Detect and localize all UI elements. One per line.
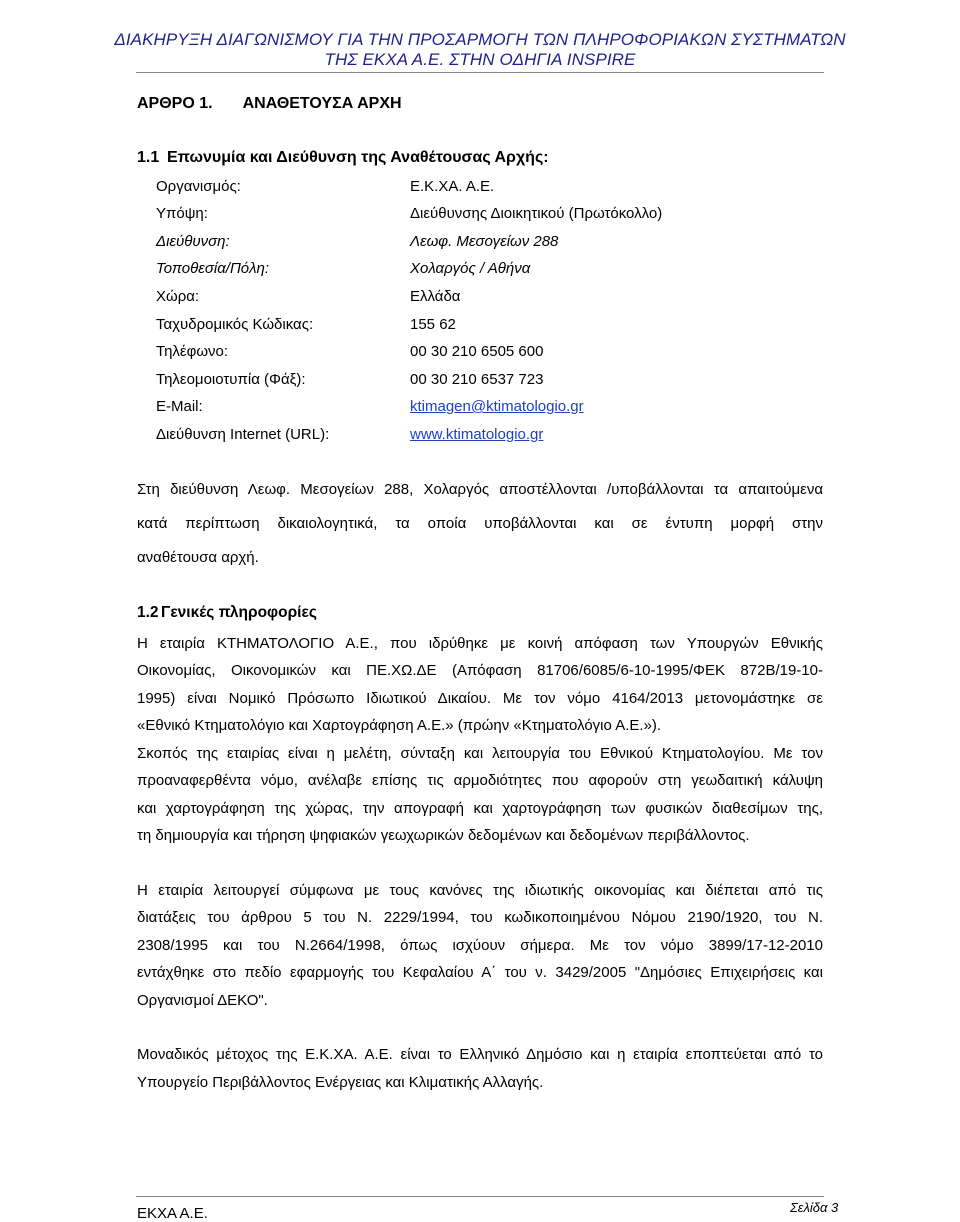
section-number: 1.1 — [137, 149, 160, 166]
info-label: Χώρα: — [156, 288, 200, 305]
paragraph-line: Οργανισμοί ΔΕΚΟ". — [137, 991, 268, 1009]
header-divider — [136, 72, 824, 73]
paragraph-sole-shareholder — [137, 1041, 823, 1096]
paragraph-company-founding — [137, 630, 823, 739]
paragraph-line: 1995) είναι Νομικό Πρόσωπο Ιδιωτικού Δικαίου. Με τον νόμο 4164/2013 μετονομάστηκε σε — [137, 689, 823, 707]
paragraph-line: Υπουργείο Περιβάλλοντος Ενέργειας και Κλιματικής Αλλαγής. — [137, 1073, 544, 1091]
footer-divider — [136, 1196, 824, 1197]
section-title: Γενικές πληροφορίες — [161, 604, 317, 621]
page-header — [0, 30, 960, 70]
info-label: Τηλεομοιοτυπία (Φάξ): — [156, 371, 306, 388]
info-label: Οργανισμός: — [156, 178, 241, 195]
footer-organization: ΕΚΧΑ Α.Ε. — [137, 1205, 208, 1222]
section-title: Επωνυμία και Διεύθυνση της Αναθέτουσας Αρχής: — [167, 149, 549, 166]
footer-page-number: Σελίδα 3 — [790, 1200, 839, 1215]
paragraph-line: Η εταιρία λειτουργεί σύμφωνα με τους κανόνες της ιδιωτικής οικονομίας και διέπεται από τις — [137, 882, 823, 899]
paragraph-line: διατάξεις του άρθρου 5 του Ν. 2229/1994, του κωδικοποιημένου Νόμου 2190/1920, του Ν. — [137, 909, 823, 927]
info-value: 00 30 210 6505 600 — [410, 343, 544, 360]
paragraph-line: κατά περίπτωση δικαιολογητικά, τα οποία υποβάλλονται και σε έντυπη μορφή στην — [137, 515, 823, 532]
info-label: Τοποθεσία/Πόλη: — [156, 260, 270, 277]
paragraph-line: Οικονομίας, Οικονομικών και ΠΕ.ΧΩ.ΔΕ (Απόφαση 81706/6085/6-10-1995/ΦΕΚ 872Β/19-10- — [137, 662, 823, 680]
paragraph-line: 2308/1995 και του Ν.2664/1998, όπως ισχύουν σήμερα. Με τον νόμο 3899/17-12-2010 — [137, 936, 823, 954]
email-link[interactable]: ktimagen@ktimatologio.gr — [410, 398, 584, 415]
info-value: Χολαργός / Αθήνα — [410, 260, 531, 277]
info-value: 00 30 210 6537 723 — [410, 371, 544, 388]
article-label: ΑΡΘΡΟ 1. — [137, 95, 213, 112]
paragraph-line: Η εταιρία ΚΤΗΜΑΤΟΛΟΓΙΟ Α.Ε., που ιδρύθηκε με κοινή απόφαση των Υπουργών Εθνικής — [137, 635, 823, 652]
header-title-line-1: ΔΙΑΚΗΡΥΞΗ ΔΙΑΓΩΝΙΣΜΟΥ ΓΙΑ ΤΗΝ ΠΡΟΣΑΡΜΟΓΗ ΤΩΝ ΠΛΗΡΟΦΟΡΙΑΚΩΝ ΣΥΣΤΗΜΑΤΩΝ — [114, 30, 846, 49]
info-label: Τηλέφωνο: — [156, 343, 229, 360]
paragraph-line: εντάχθηκε στο πεδίο εφαρμογής του Κεφαλαίου Α΄ του ν. 3429/2005 "Δημόσιες Επιχειρήσεις και — [137, 964, 823, 982]
article-title: ΑΝΑΘΕΤΟΥΣΑ ΑΡΧΗ — [242, 95, 402, 112]
info-value: Ε.Κ.ΧΑ. Α.Ε. — [410, 178, 495, 195]
paragraph-line: Σκοπός της εταιρίας είναι η μελέτη, σύνταξη και λειτουργία του Εθνικού Κτηματολογίου. Με τον — [137, 745, 823, 762]
paragraph-legal-framework — [137, 877, 823, 1014]
header-title-line-2: ΤΗΣ ΕΚΧΑ Α.Ε. ΣΤΗΝ ΟΔΗΓΙΑ INSPIRE — [324, 50, 636, 69]
paragraph-line: προαναφερθέντα νόμο, ανέλαβε επίσης τις αρμοδιότητες που αφορούν στη γεωδαιτική κάλυψη — [137, 772, 823, 790]
section-1-1-heading — [137, 149, 549, 167]
info-value: 155 62 — [410, 316, 456, 333]
website-link[interactable]: www.ktimatologio.gr — [410, 426, 544, 443]
info-label: Διεύθυνση Internet (URL): — [156, 426, 330, 443]
info-value: Διεύθυνσης Διοικητικού (Πρωτόκολλο) — [410, 205, 663, 222]
paragraph-company-purpose — [137, 740, 823, 849]
paragraph-line: Μοναδικός μέτοχος της Ε.Κ.ΧΑ. Α.Ε. είναι το Ελληνικό Δημόσιο και η εταιρία εποπτεύεται από το — [137, 1046, 823, 1063]
paragraph-line: Στη διεύθυνση Λεωφ. Μεσογείων 288, Χολαργός αποστέλλονται /υποβάλλονται τα απαιτούμενα — [137, 481, 823, 498]
info-label: Ταχυδρομικός Κώδικας: — [156, 316, 314, 333]
info-label: Διεύθυνση: — [156, 233, 230, 250]
section-1-2-heading — [137, 604, 317, 622]
info-label: Υπόψη: — [156, 205, 208, 222]
info-value: Λεωφ. Μεσογείων 288 — [410, 233, 559, 250]
section-number: 1.2 — [137, 604, 159, 621]
paragraph-submission-address — [137, 473, 823, 575]
info-value: Ελλάδα — [410, 288, 461, 305]
paragraph-line: αναθέτουσα αρχή. — [137, 549, 259, 566]
paragraph-line: «Εθνικό Κτηματολόγιο και Χαρτογράφηση Α.Ε.» (πρώην «Κτηματολόγιο Α.Ε.»). — [137, 716, 662, 734]
article-heading — [137, 95, 402, 113]
paragraph-line: και χαρτογράφηση της χώρας, την απογραφή και χαρτογράφηση των φυσικών διαθεσίμων της, — [137, 799, 823, 817]
info-label: E-Mail: — [156, 398, 203, 415]
paragraph-line: τη δημιουργία και τήρηση ψηφιακών γεωχωρικών δεδομένων και δεδομένων περιβάλλοντος. — [137, 826, 750, 844]
